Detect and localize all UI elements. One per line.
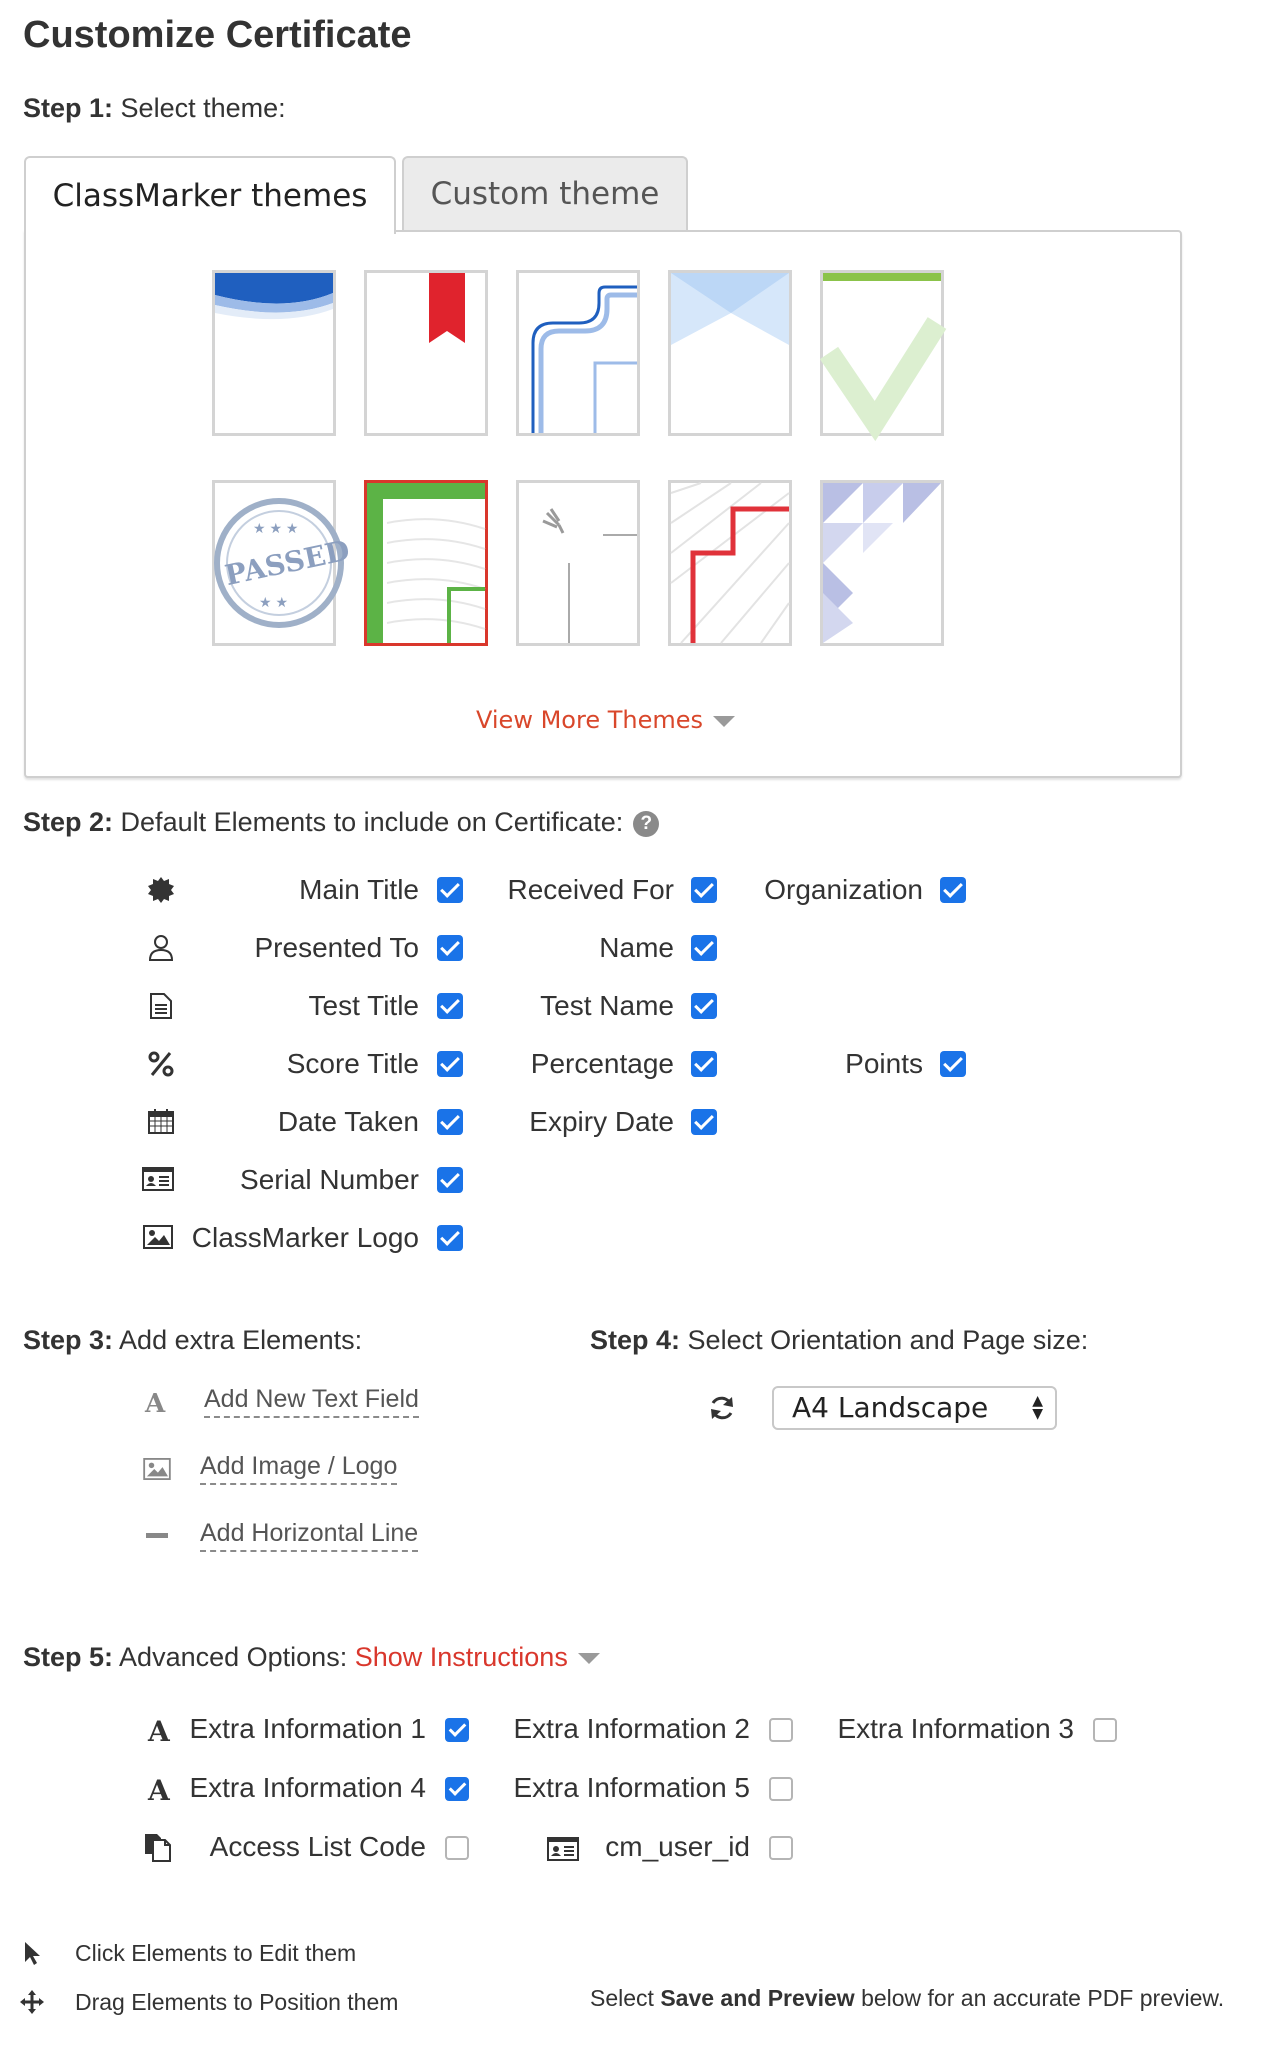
add-horizontal-line-link[interactable]: Add Horizontal Line <box>200 1519 418 1552</box>
preview-bold: Save and Preview <box>660 1985 855 2011</box>
main-title-label: Main Title <box>299 874 419 905</box>
extra-information-4-checkbox[interactable] <box>445 1777 469 1801</box>
extra-information-3-label: Extra Information 3 <box>837 1713 1074 1744</box>
blue-wave-graphic <box>215 273 333 433</box>
step2-heading <box>23 807 659 838</box>
step1-heading <box>23 93 286 124</box>
preview-suffix: below for an accurate PDF preview. <box>861 1985 1225 2011</box>
document-icon <box>146 991 176 1021</box>
theme-thumb-blue-wave[interactable] <box>212 270 336 436</box>
theme-thumb-red-stripe[interactable] <box>668 480 792 646</box>
organization-checkbox[interactable] <box>940 877 966 903</box>
received-for-checkbox[interactable] <box>691 877 717 903</box>
step4-heading <box>590 1325 1088 1356</box>
add-image-logo-link[interactable]: Add Image / Logo <box>200 1452 397 1485</box>
drag-hint: Drag Elements to Position them <box>75 1989 399 2015</box>
tab-label: Custom theme <box>430 176 660 212</box>
extra-information-3-checkbox[interactable] <box>1093 1718 1117 1742</box>
points-checkbox[interactable] <box>940 1051 966 1077</box>
score-title-label: Score Title <box>286 1048 419 1079</box>
extra-information-4-label: Extra Information 4 <box>189 1772 426 1803</box>
tab-classmarker-themes[interactable] <box>24 156 396 234</box>
page-size-select[interactable] <box>772 1386 1057 1430</box>
step2-text: Default Elements to include on Certificate: <box>120 807 624 837</box>
light-blue-triangle-graphic <box>671 273 789 433</box>
add-text-field-link[interactable]: Add New Text Field <box>204 1385 419 1418</box>
preview-prefix: Select <box>590 1985 654 2011</box>
cm-user-id-label: cm_user_id <box>605 1831 750 1862</box>
step1-text: Select theme: <box>120 93 286 123</box>
text-icon <box>145 1774 175 1807</box>
cursor-icon <box>17 1938 47 1968</box>
percentage-checkbox[interactable] <box>691 1051 717 1077</box>
chevron-down-icon <box>713 716 735 727</box>
step5-prefix: Step 5: <box>23 1642 114 1672</box>
extra-information-1-checkbox[interactable] <box>445 1718 469 1742</box>
image-icon <box>141 1222 175 1252</box>
stamp-text: PASSED <box>222 533 353 593</box>
image-icon <box>142 1454 172 1484</box>
name-checkbox[interactable] <box>691 935 717 961</box>
tab-label: ClassMarker themes <box>52 178 368 214</box>
extra-information-5-label: Extra Information 5 <box>513 1772 750 1803</box>
theme-thumb-green-border[interactable] <box>364 480 488 646</box>
calendar-icon <box>146 1106 176 1136</box>
theme-thumb-blue-corner[interactable] <box>516 270 640 436</box>
text-icon <box>142 1387 172 1417</box>
blue-corner-graphic <box>519 273 637 433</box>
passed-stamp-graphic <box>215 483 353 643</box>
red-stripe-graphic <box>671 483 789 643</box>
step2-prefix: Step 2: <box>23 807 114 837</box>
page-size-value: A4 Landscape <box>792 1391 989 1424</box>
main-title-checkbox[interactable] <box>437 877 463 903</box>
classmarker-logo-checkbox[interactable] <box>437 1225 463 1251</box>
percentage-label: Percentage <box>530 1048 674 1079</box>
expiry-date-label: Expiry Date <box>529 1106 674 1137</box>
move-icon <box>17 1987 47 2017</box>
theme-thumb-purple-triangles[interactable] <box>820 480 944 646</box>
extra-information-5-checkbox[interactable] <box>769 1777 793 1801</box>
refresh-icon[interactable] <box>707 1393 737 1423</box>
points-label: Points <box>845 1048 923 1079</box>
view-more-themes-link[interactable] <box>476 706 735 734</box>
extra-information-2-label: Extra Information 2 <box>513 1713 750 1744</box>
date-taken-label: Date Taken <box>277 1106 419 1137</box>
green-border-graphic <box>367 483 485 643</box>
copy-icon <box>142 1832 172 1862</box>
step4-prefix: Step 4: <box>590 1325 681 1355</box>
expiry-date-checkbox[interactable] <box>691 1109 717 1135</box>
test-title-checkbox[interactable] <box>437 993 463 1019</box>
presented-to-label: Presented To <box>254 932 419 963</box>
badge-icon <box>146 875 176 905</box>
purple-triangles-graphic <box>823 483 941 643</box>
id-card-icon <box>141 1164 175 1194</box>
red-ribbon-graphic <box>367 273 485 433</box>
svg-text:A: A <box>145 1389 166 1419</box>
step5-heading <box>23 1642 600 1673</box>
click-hint: Click Elements to Edit them <box>75 1940 357 1966</box>
percent-icon <box>146 1049 176 1079</box>
step3-prefix: Step 3: <box>23 1325 114 1355</box>
extra-information-1-label: Extra Information 1 <box>189 1713 426 1744</box>
test-name-checkbox[interactable] <box>691 993 717 1019</box>
step4-text: Select Orientation and Page size: <box>687 1325 1089 1355</box>
name-label: Name <box>599 932 674 963</box>
plant-line-graphic <box>519 483 637 643</box>
received-for-label: Received For <box>507 874 674 905</box>
cm-user-id-checkbox[interactable] <box>769 1836 793 1860</box>
green-check-graphic <box>823 273 941 433</box>
access-list-code-label: Access List Code <box>209 1831 426 1862</box>
step5-text: Advanced Options: <box>119 1642 348 1672</box>
chevron-down-icon <box>578 1653 600 1664</box>
serial-number-label: Serial Number <box>240 1164 419 1195</box>
user-icon <box>146 933 176 963</box>
step1-prefix: Step 1: <box>23 93 114 123</box>
test-name-label: Test Name <box>540 990 674 1021</box>
themes-panel <box>24 230 1182 778</box>
step3-text: Add extra Elements: <box>119 1325 363 1355</box>
minus-icon <box>142 1521 172 1551</box>
step3-heading <box>23 1325 362 1356</box>
svg-text:A: A <box>148 1774 170 1807</box>
svg-text:★ ★ ★: ★ ★ ★ <box>253 520 299 536</box>
svg-text:A: A <box>148 1715 170 1748</box>
theme-thumb-red-ribbon[interactable] <box>364 270 488 436</box>
view-more-label: View More Themes <box>476 706 703 734</box>
theme-thumb-passed-stamp[interactable] <box>212 480 353 646</box>
extra-information-2-checkbox[interactable] <box>769 1718 793 1742</box>
theme-thumb-light-blue-triangle[interactable] <box>668 270 792 436</box>
presented-to-checkbox[interactable] <box>437 935 463 961</box>
select-arrows-icon: ▲ ▼ <box>1032 1393 1043 1422</box>
theme-thumb-green-check[interactable] <box>820 270 944 436</box>
tab-custom-theme[interactable] <box>402 156 688 230</box>
test-title-label: Test Title <box>308 990 419 1021</box>
preview-hint <box>590 1985 1224 2012</box>
access-list-code-checkbox[interactable] <box>445 1836 469 1860</box>
help-icon[interactable]: ? <box>633 811 659 837</box>
score-title-checkbox[interactable] <box>437 1051 463 1077</box>
page-title: Customize Certificate <box>23 14 412 56</box>
date-taken-checkbox[interactable] <box>437 1109 463 1135</box>
show-instructions-link[interactable]: Show Instructions <box>354 1642 568 1672</box>
svg-text:★ ★: ★ ★ <box>259 594 288 610</box>
classmarker-logo-label: ClassMarker Logo <box>191 1222 419 1253</box>
id-card-icon <box>546 1834 580 1864</box>
serial-number-checkbox[interactable] <box>437 1167 463 1193</box>
theme-thumb-plant-line[interactable] <box>516 480 640 646</box>
text-icon <box>145 1715 175 1748</box>
organization-label: Organization <box>764 874 923 905</box>
